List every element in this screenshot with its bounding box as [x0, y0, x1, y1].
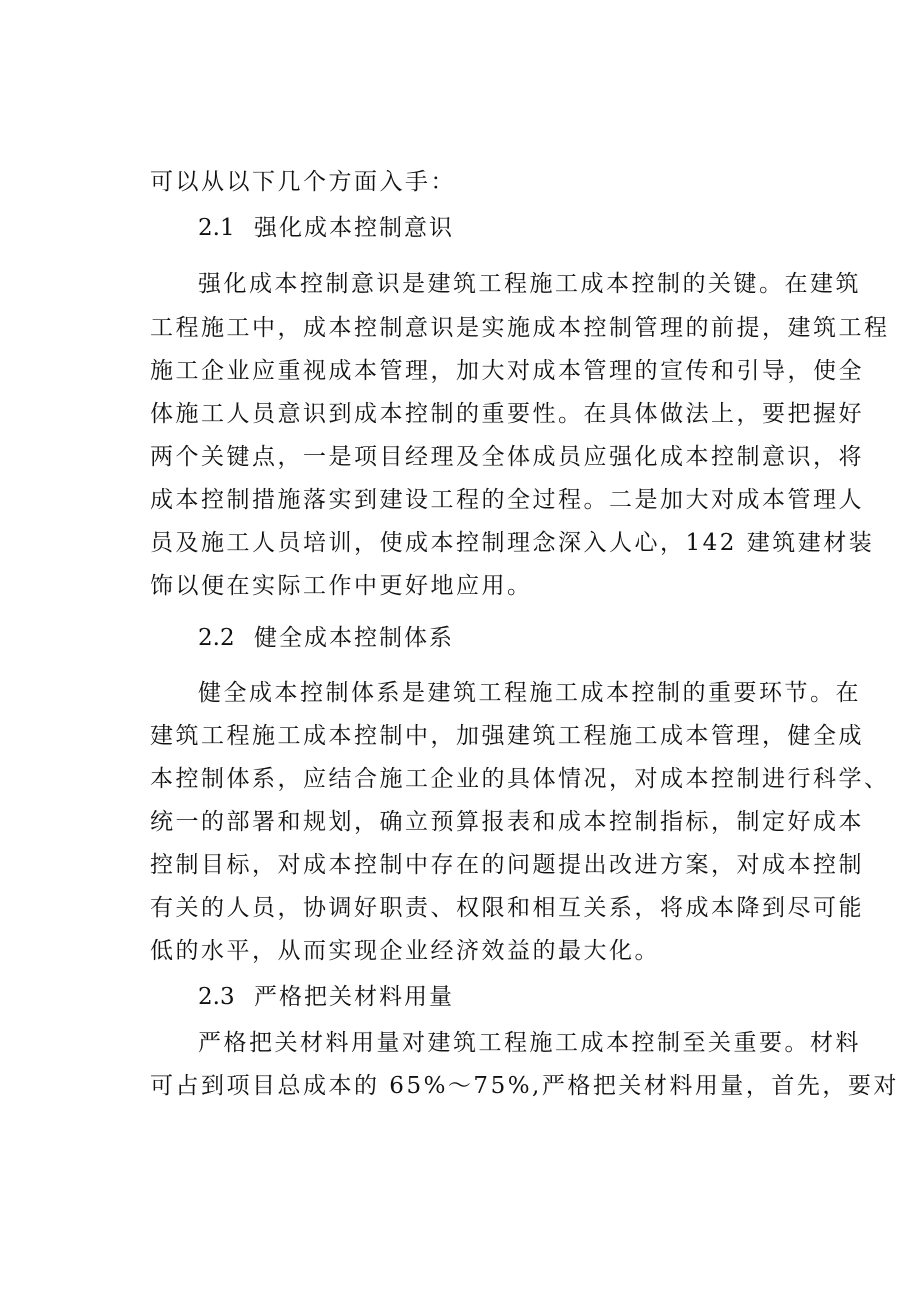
paragraph-line: 施工企业应重视成本管理，加大对成本管理的宣传和引导，使全	[150, 358, 864, 384]
paragraph-line: 统一的部署和规划，确立预算报表和成本控制指标，制定好成本	[150, 809, 864, 835]
paragraph-line: 健全成本控制体系是建筑工程施工成本控制的重要环节。在	[198, 680, 861, 706]
section-number: 2.1	[198, 215, 235, 241]
paragraph-line: 成本控制措施落实到建设工程的全过程。二是加大对成本管理人	[150, 487, 864, 513]
section-title: 强化成本控制意识	[254, 215, 454, 241]
section-title: 严格把关材料用量	[254, 984, 454, 1010]
text-line: 可以从以下几个方面入手：	[150, 169, 456, 195]
paragraph-line: 低的水平，从而实现企业经济效益的最大化。	[150, 938, 660, 964]
paragraph-line: 员及施工人员培训，使成本控制理念深入人心，142 建筑建材装	[150, 530, 875, 556]
paragraph-line: 本控制体系，应结合施工企业的具体情况，对成本控制进行科学、	[150, 766, 890, 792]
paragraph-line: 强化成本控制意识是建筑工程施工成本控制的关键。在建筑	[198, 271, 861, 297]
section-heading-2-3	[198, 982, 454, 1012]
paragraph-line: 两个关键点，一是项目经理及全体成员应强化成本控制意识，将	[150, 444, 864, 470]
section-number: 2.3	[198, 984, 235, 1010]
section-heading-2-2	[198, 623, 454, 653]
paragraph-line: 严格把关材料用量对建筑工程施工成本控制至关重要。材料	[198, 1030, 861, 1056]
paragraph-line: 建筑工程施工成本控制中，加强建筑工程施工成本管理，健全成	[150, 723, 864, 749]
section-heading-2-1	[198, 213, 454, 243]
paragraph-line: 体施工人员意识到成本控制的重要性。在具体做法上，要把握好	[150, 401, 864, 427]
paragraph-line: 有关的人员，协调好职责、权限和相互关系，将成本降到尽可能	[150, 895, 864, 921]
paragraph-line: 饰以便在实际工作中更好地应用。	[150, 573, 533, 599]
paragraph-line: 控制目标，对成本控制中存在的问题提出改进方案，对成本控制	[150, 852, 864, 878]
paragraph-line: 可占到项目总成本的 65%～75%,严格把关材料用量，首先，要对	[150, 1073, 899, 1099]
section-number: 2.2	[198, 625, 235, 651]
paragraph-line: 工程施工中，成本控制意识是实施成本控制管理的前提，建筑工程	[150, 315, 890, 341]
section-title: 健全成本控制体系	[254, 625, 454, 651]
